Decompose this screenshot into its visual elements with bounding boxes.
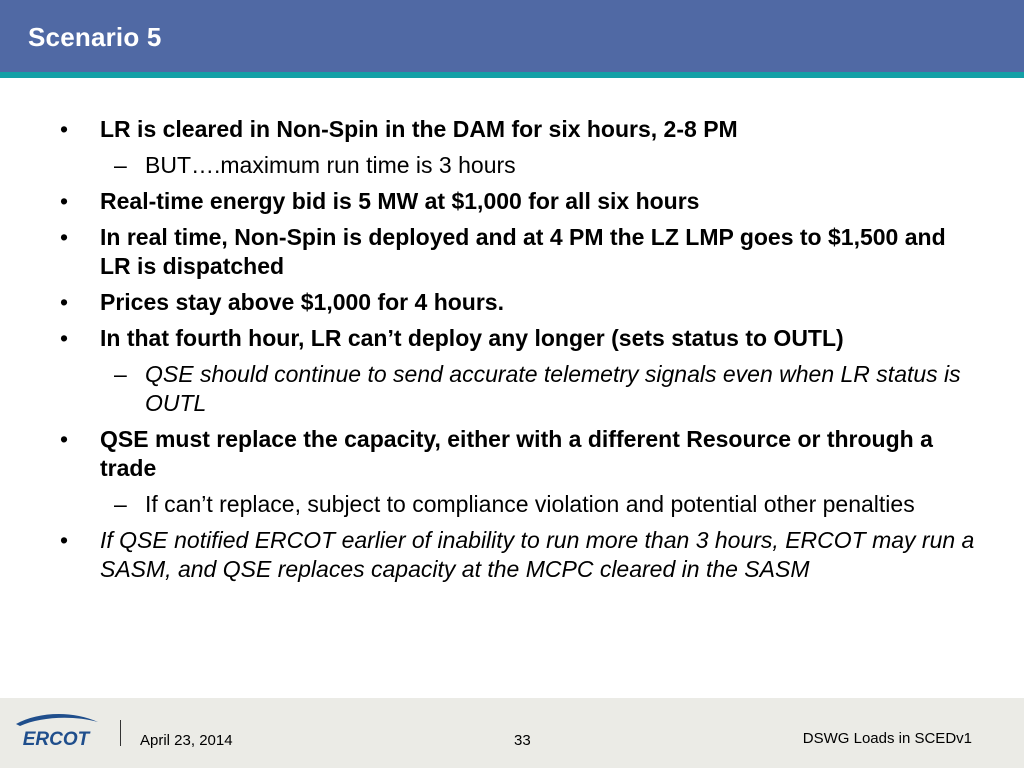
document-name: DSWG Loads in SCEDv1 xyxy=(802,730,972,747)
slide-footer xyxy=(0,698,1024,768)
bullet-item xyxy=(60,115,980,144)
bullet-marker: • xyxy=(60,289,69,315)
footer-date: April 23, 2014 xyxy=(140,732,233,749)
slide-title: Scenario 5 xyxy=(28,22,162,52)
page-number: 33 xyxy=(514,732,531,749)
bullet-list xyxy=(0,115,1024,584)
sub-bullet-marker: – xyxy=(114,361,127,387)
title-bar xyxy=(0,0,1024,72)
bullet-text: Prices stay above $1,000 for 4 hours. xyxy=(100,289,504,315)
bullet-text: In real time, Non-Spin is deployed and at 4 PM the LZ LMP goes to $1,500 and LR is dispatched xyxy=(100,224,946,279)
bullet-item xyxy=(60,324,980,353)
sub-bullet-item xyxy=(114,360,985,418)
sub-bullet-text: QSE should continue to send accurate telemetry signals even when LR status is OUTL xyxy=(145,361,961,416)
bullet-marker: • xyxy=(60,527,69,553)
sub-bullet-marker: – xyxy=(114,491,127,517)
footer-divider xyxy=(120,720,121,746)
bullet-text: In that fourth hour, LR can’t deploy any longer (sets status to OUTL) xyxy=(100,325,844,351)
bullet-text: LR is cleared in Non-Spin in the DAM for six hours, 2-8 PM xyxy=(100,116,738,142)
bullet-marker: • xyxy=(60,188,69,214)
title-rule xyxy=(0,72,1024,78)
bullet-item xyxy=(60,526,980,584)
sub-bullet-marker: – xyxy=(114,152,127,178)
sub-bullet-item xyxy=(114,151,985,180)
bullet-item xyxy=(60,288,980,317)
bullet-marker: • xyxy=(60,325,69,351)
logo-text: ERCOT xyxy=(22,729,90,750)
sub-bullet-text: If can’t replace, subject to compliance violation and potential other penalties xyxy=(145,491,915,517)
bullet-marker: • xyxy=(60,224,69,250)
bullet-text: If QSE notified ERCOT earlier of inability to run more than 3 hours, ERCOT may run a SASM, and QSE replaces capacity at the MCPC cleared in the SASM xyxy=(100,527,975,582)
bullet-text: QSE must replace the capacity, either with a different Resource or through a trade xyxy=(100,426,933,481)
ercot-logo xyxy=(12,710,102,750)
bullet-marker: • xyxy=(60,116,69,142)
sub-bullet-text: BUT….maximum run time is 3 hours xyxy=(145,152,516,178)
bullet-text: Real-time energy bid is 5 MW at $1,000 for all six hours xyxy=(100,188,700,214)
bullet-marker: • xyxy=(60,426,69,452)
sub-bullet-item xyxy=(114,490,985,519)
bullet-item xyxy=(60,223,980,281)
bullet-item xyxy=(60,425,980,483)
bullet-item xyxy=(60,187,980,216)
